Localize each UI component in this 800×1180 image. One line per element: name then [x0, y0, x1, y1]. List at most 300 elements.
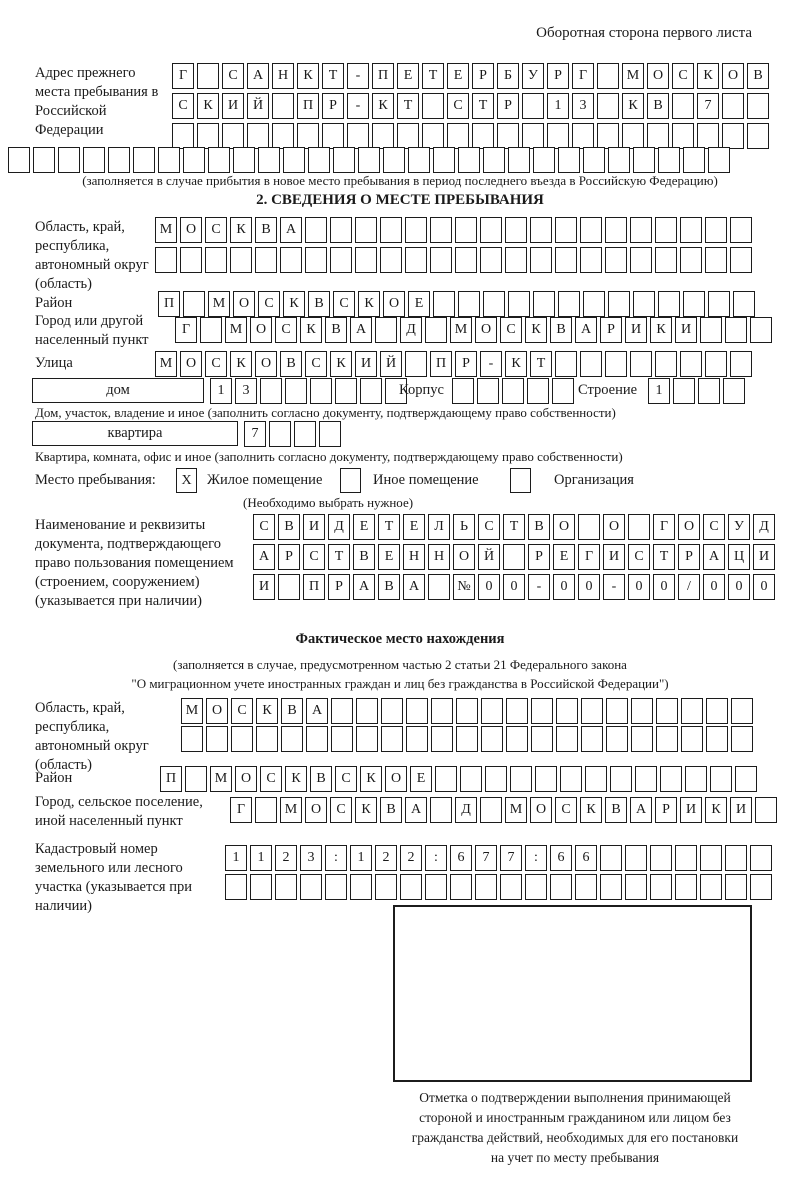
char-cell[interactable]: О	[530, 797, 552, 823]
char-cell[interactable]	[205, 247, 227, 273]
char-cell[interactable]	[183, 147, 205, 173]
char-cell[interactable]	[472, 123, 494, 149]
char-cell[interactable]	[347, 123, 369, 149]
char-cell[interactable]: Р	[547, 63, 569, 89]
char-cell[interactable]: /	[678, 574, 700, 600]
char-cell[interactable]: 0	[628, 574, 650, 600]
char-cell[interactable]: Т	[397, 93, 419, 119]
char-cell[interactable]: М	[622, 63, 644, 89]
char-cell[interactable]	[380, 247, 402, 273]
char-cell[interactable]	[381, 698, 403, 724]
char-cell[interactable]	[8, 147, 30, 173]
char-cell[interactable]	[455, 217, 477, 243]
char-cell[interactable]	[750, 874, 772, 900]
char-cell[interactable]: О	[180, 217, 202, 243]
char-cell[interactable]	[730, 247, 752, 273]
char-cell[interactable]	[422, 93, 444, 119]
char-cell[interactable]: Р	[328, 574, 350, 600]
char-cell[interactable]	[681, 726, 703, 752]
char-cell[interactable]	[680, 247, 702, 273]
char-cell[interactable]	[723, 378, 745, 404]
char-cell[interactable]: Г	[572, 63, 594, 89]
char-cell[interactable]	[731, 726, 753, 752]
char-cell[interactable]	[585, 766, 607, 792]
char-cell[interactable]: 1	[350, 845, 372, 871]
char-cell[interactable]	[422, 123, 444, 149]
char-cell[interactable]: О	[235, 766, 257, 792]
char-cell[interactable]: И	[222, 93, 244, 119]
char-cell[interactable]	[397, 123, 419, 149]
char-cell[interactable]	[606, 726, 628, 752]
char-cell[interactable]: Р	[322, 93, 344, 119]
char-cell[interactable]	[725, 317, 747, 343]
char-cell[interactable]	[530, 217, 552, 243]
char-cell[interactable]: К	[256, 698, 278, 724]
char-cell[interactable]: Н	[403, 544, 425, 570]
char-cell[interactable]: К	[197, 93, 219, 119]
char-cell[interactable]	[428, 574, 450, 600]
char-cell[interactable]	[527, 378, 549, 404]
char-cell[interactable]	[433, 147, 455, 173]
char-cell[interactable]	[580, 217, 602, 243]
char-cell[interactable]: М	[155, 217, 177, 243]
char-cell[interactable]: У	[728, 514, 750, 540]
char-cell[interactable]	[597, 93, 619, 119]
char-cell[interactable]: С	[172, 93, 194, 119]
char-cell[interactable]	[425, 874, 447, 900]
char-cell[interactable]	[628, 514, 650, 540]
char-cell[interactable]: Й	[380, 351, 402, 377]
char-cell[interactable]: С	[258, 291, 280, 317]
char-cell[interactable]: В	[308, 291, 330, 317]
char-cell[interactable]: Н	[272, 63, 294, 89]
char-cell[interactable]	[380, 217, 402, 243]
char-cell[interactable]: Г	[578, 544, 600, 570]
char-cell[interactable]	[535, 766, 557, 792]
char-cell[interactable]	[256, 726, 278, 752]
char-cell[interactable]: С	[335, 766, 357, 792]
char-cell[interactable]	[572, 123, 594, 149]
char-cell[interactable]	[631, 698, 653, 724]
char-cell[interactable]	[356, 698, 378, 724]
char-cell[interactable]: К	[330, 351, 352, 377]
char-cell[interactable]	[655, 217, 677, 243]
char-cell[interactable]: Р	[497, 93, 519, 119]
char-cell[interactable]	[605, 217, 627, 243]
char-cell[interactable]	[172, 123, 194, 149]
char-cell[interactable]: О	[385, 766, 407, 792]
char-cell[interactable]	[610, 766, 632, 792]
char-cell[interactable]	[456, 698, 478, 724]
char-cell[interactable]: А	[403, 574, 425, 600]
stay-type-checkbox-other-premises[interactable]	[340, 468, 361, 493]
char-cell[interactable]	[480, 247, 502, 273]
char-cell[interactable]	[485, 766, 507, 792]
char-cell[interactable]	[447, 123, 469, 149]
char-cell[interactable]: М	[208, 291, 230, 317]
char-cell[interactable]: Д	[400, 317, 422, 343]
char-cell[interactable]	[431, 726, 453, 752]
char-cell[interactable]: -	[347, 63, 369, 89]
char-cell[interactable]	[222, 123, 244, 149]
char-cell[interactable]: 1	[210, 378, 232, 404]
char-cell[interactable]	[755, 797, 777, 823]
char-cell[interactable]	[431, 698, 453, 724]
stay-type-checkbox-residential[interactable]: X	[176, 468, 197, 493]
char-cell[interactable]: 6	[550, 845, 572, 871]
char-cell[interactable]	[458, 291, 480, 317]
char-cell[interactable]	[625, 874, 647, 900]
char-cell[interactable]: А	[247, 63, 269, 89]
char-cell[interactable]: С	[555, 797, 577, 823]
char-cell[interactable]: П	[158, 291, 180, 317]
char-cell[interactable]	[200, 317, 222, 343]
char-cell[interactable]	[631, 726, 653, 752]
char-cell[interactable]	[358, 147, 380, 173]
char-cell[interactable]	[685, 766, 707, 792]
char-cell[interactable]: 0	[553, 574, 575, 600]
char-cell[interactable]	[456, 726, 478, 752]
char-cell[interactable]	[158, 147, 180, 173]
char-cell[interactable]	[477, 378, 499, 404]
char-cell[interactable]	[700, 845, 722, 871]
char-cell[interactable]	[506, 698, 528, 724]
char-cell[interactable]	[672, 123, 694, 149]
char-cell[interactable]	[658, 291, 680, 317]
char-cell[interactable]: 7	[475, 845, 497, 871]
char-cell[interactable]	[233, 147, 255, 173]
char-cell[interactable]: Д	[455, 797, 477, 823]
char-cell[interactable]	[622, 123, 644, 149]
char-cell[interactable]	[400, 874, 422, 900]
char-cell[interactable]: О	[678, 514, 700, 540]
char-cell[interactable]	[406, 698, 428, 724]
char-cell[interactable]: 3	[572, 93, 594, 119]
char-cell[interactable]: В	[378, 574, 400, 600]
char-cell[interactable]	[658, 147, 680, 173]
char-cell[interactable]	[578, 514, 600, 540]
char-cell[interactable]	[581, 698, 603, 724]
char-cell[interactable]: :	[425, 845, 447, 871]
char-cell[interactable]: С	[231, 698, 253, 724]
char-cell[interactable]	[722, 93, 744, 119]
char-cell[interactable]	[375, 317, 397, 343]
apartment-type-field[interactable]: квартира	[32, 421, 238, 446]
char-cell[interactable]	[481, 698, 503, 724]
char-cell[interactable]	[750, 845, 772, 871]
char-cell[interactable]: П	[430, 351, 452, 377]
char-cell[interactable]	[325, 874, 347, 900]
char-cell[interactable]: Е	[408, 291, 430, 317]
char-cell[interactable]: М	[505, 797, 527, 823]
char-cell[interactable]	[635, 766, 657, 792]
char-cell[interactable]: С	[447, 93, 469, 119]
char-cell[interactable]: 0	[503, 574, 525, 600]
char-cell[interactable]: В	[747, 63, 769, 89]
char-cell[interactable]	[580, 351, 602, 377]
char-cell[interactable]	[655, 247, 677, 273]
char-cell[interactable]: А	[703, 544, 725, 570]
char-cell[interactable]: И	[603, 544, 625, 570]
char-cell[interactable]: К	[650, 317, 672, 343]
char-cell[interactable]: А	[280, 217, 302, 243]
char-cell[interactable]	[560, 766, 582, 792]
char-cell[interactable]: Г	[172, 63, 194, 89]
char-cell[interactable]	[355, 217, 377, 243]
char-cell[interactable]: С	[478, 514, 500, 540]
char-cell[interactable]	[405, 351, 427, 377]
char-cell[interactable]	[360, 378, 382, 404]
char-cell[interactable]: С	[205, 351, 227, 377]
char-cell[interactable]	[730, 217, 752, 243]
char-cell[interactable]	[506, 726, 528, 752]
char-cell[interactable]: С	[275, 317, 297, 343]
char-cell[interactable]: Р	[455, 351, 477, 377]
char-cell[interactable]: В	[380, 797, 402, 823]
char-cell[interactable]: П	[297, 93, 319, 119]
char-cell[interactable]: В	[310, 766, 332, 792]
char-cell[interactable]: К	[355, 797, 377, 823]
char-cell[interactable]	[425, 317, 447, 343]
char-cell[interactable]: О	[722, 63, 744, 89]
char-cell[interactable]: В	[647, 93, 669, 119]
char-cell[interactable]	[310, 378, 332, 404]
char-cell[interactable]: В	[528, 514, 550, 540]
char-cell[interactable]	[355, 247, 377, 273]
char-cell[interactable]: Р	[472, 63, 494, 89]
char-cell[interactable]	[698, 378, 720, 404]
char-cell[interactable]: С	[672, 63, 694, 89]
char-cell[interactable]: 7	[697, 93, 719, 119]
char-cell[interactable]	[405, 247, 427, 273]
char-cell[interactable]: А	[350, 317, 372, 343]
char-cell[interactable]: И	[355, 351, 377, 377]
char-cell[interactable]	[706, 698, 728, 724]
char-cell[interactable]: 1	[250, 845, 272, 871]
char-cell[interactable]: О	[255, 351, 277, 377]
char-cell[interactable]	[597, 63, 619, 89]
char-cell[interactable]	[522, 123, 544, 149]
char-cell[interactable]	[305, 247, 327, 273]
char-cell[interactable]	[606, 698, 628, 724]
char-cell[interactable]: М	[155, 351, 177, 377]
char-cell[interactable]	[405, 217, 427, 243]
char-cell[interactable]: Т	[422, 63, 444, 89]
char-cell[interactable]: С	[703, 514, 725, 540]
char-cell[interactable]: М	[181, 698, 203, 724]
char-cell[interactable]: Р	[655, 797, 677, 823]
char-cell[interactable]	[281, 726, 303, 752]
char-cell[interactable]: П	[160, 766, 182, 792]
char-cell[interactable]	[633, 147, 655, 173]
char-cell[interactable]	[383, 147, 405, 173]
char-cell[interactable]	[197, 123, 219, 149]
char-cell[interactable]	[333, 147, 355, 173]
char-cell[interactable]	[331, 698, 353, 724]
char-cell[interactable]: И	[753, 544, 775, 570]
char-cell[interactable]: Й	[247, 93, 269, 119]
char-cell[interactable]	[350, 874, 372, 900]
char-cell[interactable]	[255, 247, 277, 273]
char-cell[interactable]: Т	[472, 93, 494, 119]
char-cell[interactable]	[406, 726, 428, 752]
char-cell[interactable]	[108, 147, 130, 173]
char-cell[interactable]	[683, 147, 705, 173]
char-cell[interactable]	[600, 874, 622, 900]
char-cell[interactable]	[508, 147, 530, 173]
char-cell[interactable]	[452, 378, 474, 404]
char-cell[interactable]: Р	[528, 544, 550, 570]
char-cell[interactable]	[305, 217, 327, 243]
char-cell[interactable]	[285, 378, 307, 404]
char-cell[interactable]	[278, 574, 300, 600]
char-cell[interactable]	[725, 874, 747, 900]
char-cell[interactable]	[505, 217, 527, 243]
char-cell[interactable]: В	[605, 797, 627, 823]
char-cell[interactable]	[680, 217, 702, 243]
char-cell[interactable]	[655, 351, 677, 377]
char-cell[interactable]	[681, 698, 703, 724]
char-cell[interactable]: К	[580, 797, 602, 823]
char-cell[interactable]: Е	[447, 63, 469, 89]
char-cell[interactable]	[458, 147, 480, 173]
char-cell[interactable]: И	[253, 574, 275, 600]
char-cell[interactable]	[722, 123, 744, 149]
char-cell[interactable]: Д	[753, 514, 775, 540]
char-cell[interactable]	[322, 123, 344, 149]
char-cell[interactable]	[455, 247, 477, 273]
char-cell[interactable]	[525, 874, 547, 900]
char-cell[interactable]: И	[625, 317, 647, 343]
char-cell[interactable]	[133, 147, 155, 173]
char-cell[interactable]: 2	[400, 845, 422, 871]
char-cell[interactable]: О	[206, 698, 228, 724]
char-cell[interactable]: В	[550, 317, 572, 343]
char-cell[interactable]	[730, 351, 752, 377]
char-cell[interactable]	[708, 147, 730, 173]
char-cell[interactable]	[558, 291, 580, 317]
char-cell[interactable]: Ц	[728, 544, 750, 570]
char-cell[interactable]: 1	[648, 378, 670, 404]
char-cell[interactable]	[558, 147, 580, 173]
char-cell[interactable]	[372, 123, 394, 149]
char-cell[interactable]: 6	[575, 845, 597, 871]
char-cell[interactable]	[500, 874, 522, 900]
char-cell[interactable]	[260, 378, 282, 404]
char-cell[interactable]: :	[325, 845, 347, 871]
char-cell[interactable]	[83, 147, 105, 173]
char-cell[interactable]	[183, 291, 205, 317]
char-cell[interactable]: 3	[300, 845, 322, 871]
char-cell[interactable]	[430, 247, 452, 273]
char-cell[interactable]	[480, 217, 502, 243]
char-cell[interactable]	[650, 874, 672, 900]
char-cell[interactable]	[750, 317, 772, 343]
char-cell[interactable]	[705, 351, 727, 377]
char-cell[interactable]	[533, 291, 555, 317]
char-cell[interactable]	[450, 874, 472, 900]
char-cell[interactable]: С	[330, 797, 352, 823]
char-cell[interactable]: Е	[353, 514, 375, 540]
char-cell[interactable]: 1	[225, 845, 247, 871]
char-cell[interactable]: П	[303, 574, 325, 600]
char-cell[interactable]	[630, 217, 652, 243]
char-cell[interactable]	[705, 247, 727, 273]
char-cell[interactable]	[335, 378, 357, 404]
char-cell[interactable]	[605, 247, 627, 273]
char-cell[interactable]	[272, 123, 294, 149]
char-cell[interactable]: №	[453, 574, 475, 600]
char-cell[interactable]	[522, 93, 544, 119]
char-cell[interactable]	[556, 698, 578, 724]
char-cell[interactable]	[231, 726, 253, 752]
char-cell[interactable]	[705, 217, 727, 243]
char-cell[interactable]: К	[505, 351, 527, 377]
char-cell[interactable]	[683, 291, 705, 317]
char-cell[interactable]: Т	[328, 544, 350, 570]
char-cell[interactable]	[180, 247, 202, 273]
char-cell[interactable]: А	[630, 797, 652, 823]
char-cell[interactable]: 0	[578, 574, 600, 600]
char-cell[interactable]: К	[372, 93, 394, 119]
char-cell[interactable]: К	[705, 797, 727, 823]
char-cell[interactable]: К	[525, 317, 547, 343]
char-cell[interactable]: Л	[428, 514, 450, 540]
char-cell[interactable]	[581, 726, 603, 752]
char-cell[interactable]	[272, 93, 294, 119]
char-cell[interactable]: О	[383, 291, 405, 317]
char-cell[interactable]: К	[300, 317, 322, 343]
char-cell[interactable]: -	[347, 93, 369, 119]
char-cell[interactable]	[508, 291, 530, 317]
char-cell[interactable]	[206, 726, 228, 752]
char-cell[interactable]: С	[222, 63, 244, 89]
char-cell[interactable]: Е	[378, 544, 400, 570]
char-cell[interactable]: В	[353, 544, 375, 570]
char-cell[interactable]: К	[622, 93, 644, 119]
char-cell[interactable]: М	[280, 797, 302, 823]
char-cell[interactable]: Т	[530, 351, 552, 377]
char-cell[interactable]: А	[405, 797, 427, 823]
char-cell[interactable]: С	[205, 217, 227, 243]
char-cell[interactable]	[481, 726, 503, 752]
char-cell[interactable]: Г	[230, 797, 252, 823]
char-cell[interactable]: С	[628, 544, 650, 570]
char-cell[interactable]: М	[450, 317, 472, 343]
char-cell[interactable]: А	[306, 698, 328, 724]
char-cell[interactable]	[308, 147, 330, 173]
char-cell[interactable]: Г	[175, 317, 197, 343]
char-cell[interactable]: Т	[322, 63, 344, 89]
char-cell[interactable]: В	[280, 351, 302, 377]
char-cell[interactable]	[502, 378, 524, 404]
char-cell[interactable]: Е	[403, 514, 425, 540]
char-cell[interactable]	[531, 726, 553, 752]
char-cell[interactable]: К	[297, 63, 319, 89]
char-cell[interactable]	[258, 147, 280, 173]
char-cell[interactable]	[708, 291, 730, 317]
char-cell[interactable]	[430, 797, 452, 823]
char-cell[interactable]	[497, 123, 519, 149]
char-cell[interactable]	[331, 726, 353, 752]
char-cell[interactable]: 2	[375, 845, 397, 871]
char-cell[interactable]: О	[233, 291, 255, 317]
char-cell[interactable]: Б	[497, 63, 519, 89]
char-cell[interactable]	[552, 378, 574, 404]
char-cell[interactable]	[280, 247, 302, 273]
char-cell[interactable]: А	[575, 317, 597, 343]
char-cell[interactable]	[483, 291, 505, 317]
